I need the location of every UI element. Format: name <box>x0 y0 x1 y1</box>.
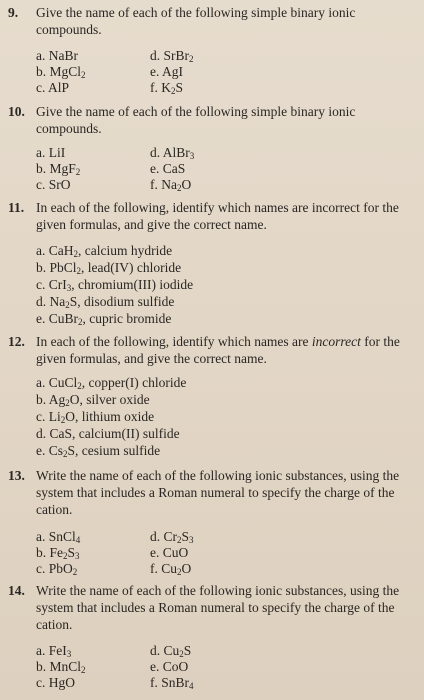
option: c. PbO$_2$ <box>36 561 78 577</box>
option: e. CuO <box>150 545 189 560</box>
question-number: 14. <box>8 583 25 598</box>
option: c. CrI$_3$, chromium(III) iodide <box>36 277 194 293</box>
question-number: 11. <box>8 200 25 215</box>
option: a. LiI <box>36 145 66 160</box>
question-number: 10. <box>8 104 25 119</box>
chemical-formula: AlP <box>48 80 70 95</box>
chemical-formula: NaBr <box>48 48 78 63</box>
chemical-formula: FeI$_3$ <box>48 643 72 659</box>
option: e. AgI <box>150 64 184 79</box>
chemical-formula: HgO <box>48 675 75 690</box>
chemical-formula: $Cs_2S$ <box>48 443 76 459</box>
option: b. MgF$_2$ <box>36 161 81 177</box>
chemical-formula: $Na_2O$ <box>161 177 192 193</box>
option: d. CaS, calcium(II) sulfide <box>36 426 180 441</box>
question-text: In each of the following, identify which names are incorrect for the given formulas, and give the correct name. <box>36 334 400 366</box>
option: c. $Li_2O$, lithium oxide <box>36 409 155 425</box>
chemical-formula: CuCl$_2$ <box>48 375 82 391</box>
option: f. $Na_2O$ <box>150 177 192 193</box>
chemical-formula: SnBr$_4$ <box>161 675 194 691</box>
chemical-formula: CoO <box>162 659 189 674</box>
option: b. $Fe_2S_3$ <box>36 545 80 561</box>
option: f. $K_2S$ <box>150 80 184 96</box>
chemical-formula: SnCl$_4$ <box>48 529 81 545</box>
question-text: Give the name of each of the following simple binary ionic compounds. <box>36 104 356 136</box>
question-number: 12. <box>8 334 25 349</box>
chemical-formula: CrI$_3$ <box>48 277 72 293</box>
option: d. $Cu_2S$ <box>150 643 192 659</box>
option: e. CoO <box>150 659 189 674</box>
option: d. AlBr$_3$ <box>150 145 195 161</box>
chemical-formula: $Ag_2O$ <box>48 392 80 408</box>
chemical-formula: $Cu_2O$ <box>161 561 192 577</box>
chemical-formula: AgI <box>162 64 184 79</box>
chemical-formula: MgF$_2$ <box>49 161 81 177</box>
chemical-formula: $Li_2O$ <box>48 409 75 425</box>
question-text: Write the name of each of the following ionic substances, using the system that includes a Roman numeral to specify the charge of the cation. <box>36 468 400 517</box>
chemical-formula: MgCl$_2$ <box>49 64 86 80</box>
chemical-formula: $K_2S$ <box>161 80 184 96</box>
emphasis-text: incorrect <box>311 334 361 349</box>
question-text: Give the name of each of the following simple binary ionic compounds. <box>36 5 356 37</box>
chemical-formula: $Cr_2S_3$ <box>163 529 194 545</box>
option: a. FeI$_3$ <box>36 643 72 659</box>
question-text: In each of the following, identify which names are incorrect for the given formulas, and give the correct name. <box>36 200 399 232</box>
option: e. $Cs_2S$, cesium sulfide <box>36 443 161 459</box>
option: d. $Cr_2S_3$ <box>150 529 194 545</box>
chemical-formula: CaH$_2$ <box>48 243 78 259</box>
question-number: 13. <box>8 468 25 483</box>
option: c. AlP <box>36 80 70 95</box>
option: a. NaBr <box>36 48 78 63</box>
option: e. CuBr$_2$, cupric bromide <box>36 311 172 327</box>
chemical-formula: PbCl$_2$ <box>49 260 82 276</box>
chemical-formula: CuO <box>162 545 189 560</box>
option: b. MgCl$_2$ <box>36 64 86 80</box>
option: b. MnCl$_2$ <box>36 659 86 675</box>
chemical-formula: LiI <box>48 145 66 160</box>
option: c. SrO <box>36 177 71 192</box>
chemical-formula: CaS <box>49 426 73 441</box>
option: f. $Cu_2O$ <box>150 561 192 577</box>
chemical-formula: SrO <box>48 177 71 192</box>
option: c. HgO <box>36 675 75 690</box>
option: e. CaS <box>150 161 186 176</box>
chemical-formula: AlBr$_3$ <box>162 145 195 161</box>
question-number: 9. <box>8 5 19 20</box>
chemical-formula: PbO$_2$ <box>48 561 78 577</box>
chemical-formula: $Fe_2S_3$ <box>49 545 80 561</box>
option: d. $Na_2S$, disodium sulfide <box>36 294 175 310</box>
option: b. $Ag_2O$, silver oxide <box>36 392 150 408</box>
chemical-formula: MnCl$_2$ <box>49 659 86 675</box>
option: b. PbCl$_2$, lead(IV) chloride <box>36 260 182 276</box>
option: a. SnCl$_4$ <box>36 529 81 545</box>
option: a. CaH$_2$, calcium hydride <box>36 243 173 259</box>
chemical-formula: SrBr$_2$ <box>163 48 194 64</box>
chemical-formula: CaS <box>162 161 186 176</box>
chemical-formula: $Na_2S$ <box>49 294 78 310</box>
option: a. CuCl$_2$, copper(I) chloride <box>36 375 187 391</box>
chemical-formula: $Cu_2S$ <box>163 643 192 659</box>
chemical-formula: CuBr$_2$ <box>48 311 83 327</box>
option: d. SrBr$_2$ <box>150 48 194 64</box>
option: f. SnBr$_4$ <box>150 675 194 691</box>
question-text: Write the name of each of the following ionic substances, using the system that includes a Roman numeral to specify the charge of the cation. <box>36 583 400 632</box>
